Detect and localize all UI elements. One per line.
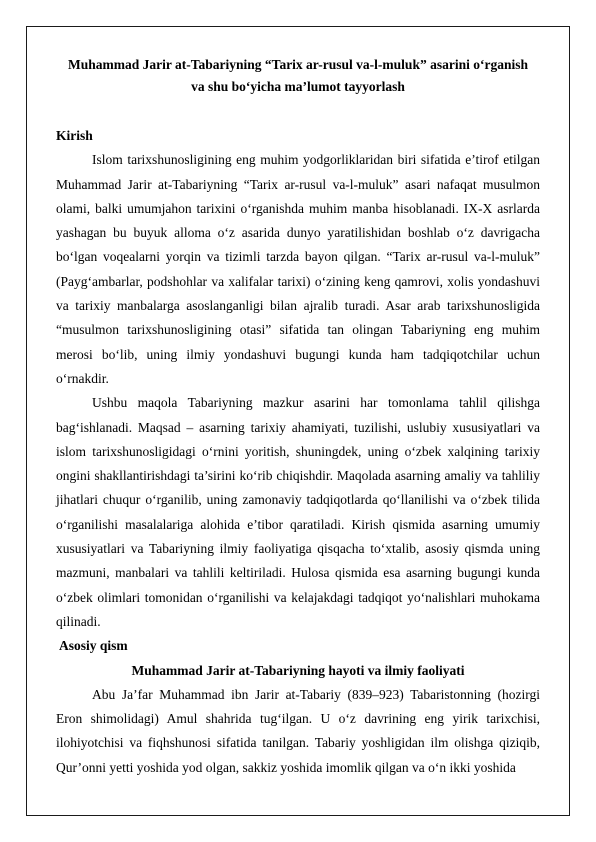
intro-paragraph-2: Ushbu maqola Tabariyning mazkur asarini har tomonlama tahlil qilishga bag‘ishlanadi. Maqsad – asarning tarixiy ahamiyati, tuzilishi, uslubiy xususiyatlari va islom tarixshunosligidagi o‘rnini yoritish, shuningdek, uning o‘zbek xalqining tarixiy ongini shakllantirishdagi ta’sirini ko‘rib chiqishdir. Maqolada asarning amaliy va tahliliy jihatlari chuqur o‘rganilib, uning zamonaviy tadqiqotlarda qo‘llanilishi va o‘zbek tilida o‘rganilishi masalalariga alohida e’tibor qaratiladi. Kirish qismida asarning umumiy xususiyatlari va Tabariyning ilmiy faoliyatiga qisqacha to‘xtalib, asosiy qismda uning mazmuni, manbalari va tahlili keltiriladi. Hulosa qismida esa asarning bugungi kunda o‘zbek olimlari tomonidan o‘rganilishi va kelajakdagi tadqiqot yo‘nalishlari muhokama qilinadi.	[56, 395, 540, 629]
document-title-line-1: Muhammad Jarir at-Tabariyning “Tarix ar-rusul va-l-muluk” asarini o‘rganish	[68, 57, 528, 72]
intro-paragraph-1: Islom tarixshunosligining eng muhim yodgorliklaridan biri sifatida e’tirof etilgan Muhammad Jarir at-Tabariyning “Tarix ar-rusul va-l-muluk” asari nafaqat musulmon olami, balki umumjahon tarixini o‘rganishda muhim manba hisoblanadi. IX-X asrlarda yashagan bu buyuk alloma o‘z asarida dunyo yaratilishidan boshlab o‘z davrigacha bo‘lgan voqealarni yorqin va tizimli tarzda bayon qilgan. “Tarix ar-rusul va-l-muluk” (Payg‘ambarlar, podshohlar va xalifalar tarixi) o‘zining keng qamrovi, xolis yondashuvi va tarixiy manbalarga asoslanganligi bilan ajralib turadi. Asar arab tarixshunosligida “musulmon tarixshunosligining otasi” sifatida tan olingan Tabariyning eng muhim merosi bo‘lib, uning ilmiy yondashuvi bugungi kunda ham tadqiqotchilar uchun o‘rnakdir.	[56, 152, 540, 386]
main-heading: Asosiy qism	[59, 638, 128, 654]
main-paragraph-1: Abu Ja’far Muhammad ibn Jarir at-Tabariy (839–923) Tabaristonning (hozirgi Eron shimolidagi) Amul shahrida tug‘ilgan. U o‘z davrining eng yirik tarixchisi, ilohiyotchisi va fiqhshunosi sifatida tanilgan. Tabariy yoshligidan ilm olishga qiziqib, Qur’onni yetti yoshida yod olgan, sakkiz yoshida imomlik qilgan va o‘n ikki yoshida	[56, 686, 540, 775]
document-title-line-2: va shu bo‘yicha ma’lumot tayyorlash	[191, 79, 405, 94]
document-body	[56, 54, 540, 780]
section-heading: Muhammad Jarir at-Tabariyning hayoti va ilmiy faoliyati	[131, 662, 465, 678]
intro-heading: Kirish	[56, 128, 93, 143]
